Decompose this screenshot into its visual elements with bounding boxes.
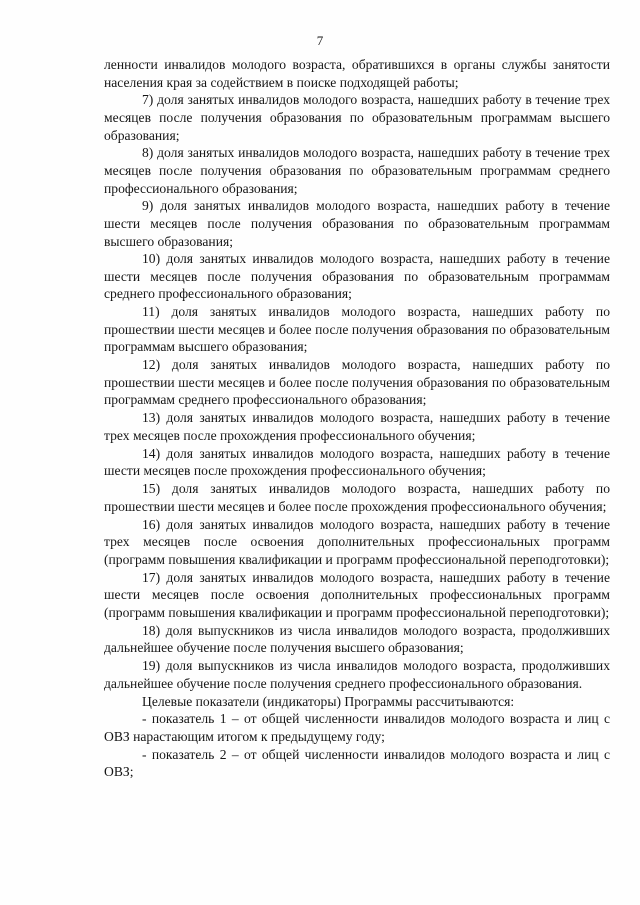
indicator-2: - показатель 2 – от общей численности инвалидов молодого возраста и лиц с ОВЗ;	[104, 746, 610, 780]
indicators-intro: Целевые показатели (индикаторы) Программы рассчитываются:	[142, 693, 515, 709]
list-item-9: 9) доля занятых инвалидов молодого возраста, нашедших работу в течение шести месяцев после получения образования по образовательным программам высшего образования;	[104, 198, 610, 249]
list-item-18: 18) доля выпускников из числа инвалидов молодого возраста, продолживших дальнейшее обучение после получения высшего образования;	[104, 622, 610, 656]
list-item-19: 19) доля выпускников из числа инвалидов молодого возраста, продолживших дальнейшее обучение после получения среднего профессионального образования.	[104, 658, 610, 691]
list-item-12: 12) доля занятых инвалидов молодого возраста, нашедших работу по прошествии шести месяцев и более после получения образования по образовательным программам среднего профессионального образования;	[104, 357, 610, 408]
document-body	[104, 56, 610, 781]
list-item-17: 17) доля занятых инвалидов молодого возраста, нашедших работу в течение шести месяцев после освоения дополнительных профессиональных программ (программ повышения квалификации и программ профессиональной переподготовки);	[104, 569, 610, 620]
list-item-8: 8) доля занятых инвалидов молодого возраста, нашедших работу в течение трех месяцев после получения образования по образовательным программам среднего профессионального образования;	[104, 145, 610, 196]
list-item-11: 11) доля занятых инвалидов молодого возраста, нашедших работу по прошествии шести месяцев и более после получения образования по образовательным программам высшего образования;	[104, 304, 610, 355]
list-item-7: 7) доля занятых инвалидов молодого возраста, нашедших работу в течение трех месяцев после получения образования по образовательным программам высшего образования;	[104, 92, 610, 143]
list-item-15: 15) доля занятых инвалидов молодого возраста, нашедших работу по прошествии шести месяцев и более после прохождения профессионального обучения;	[104, 481, 610, 514]
page-number: 7	[316, 33, 324, 48]
list-item-14: 14) доля занятых инвалидов молодого возраста, нашедших работу в течение шести месяцев после прохождения профессионального обучения;	[104, 445, 610, 479]
indicator-1: - показатель 1 – от общей численности инвалидов молодого возраста и лиц с ОВЗ нарастающим итогом к предыдущему году;	[104, 711, 610, 744]
list-item-16: 16) доля занятых инвалидов молодого возраста, нашедших работу в течение трех месяцев после освоения дополнительных профессиональных программ (программ повышения квалификации и программ профессиональной переподготовки);	[104, 516, 610, 567]
list-item-10: 10) доля занятых инвалидов молодого возраста, нашедших работу в течение шести месяцев после получения образования по образовательным программам среднего профессионального образования;	[104, 251, 610, 302]
list-item-13: 13) доля занятых инвалидов молодого возраста, нашедших работу в течение трех месяцев после прохождения профессионального обучения;	[104, 410, 610, 443]
paragraph-continuation: ленности инвалидов молодого возраста, обратившихся в органы службы занятости населения края за содействием в поиске подходящей работы;	[104, 57, 610, 90]
